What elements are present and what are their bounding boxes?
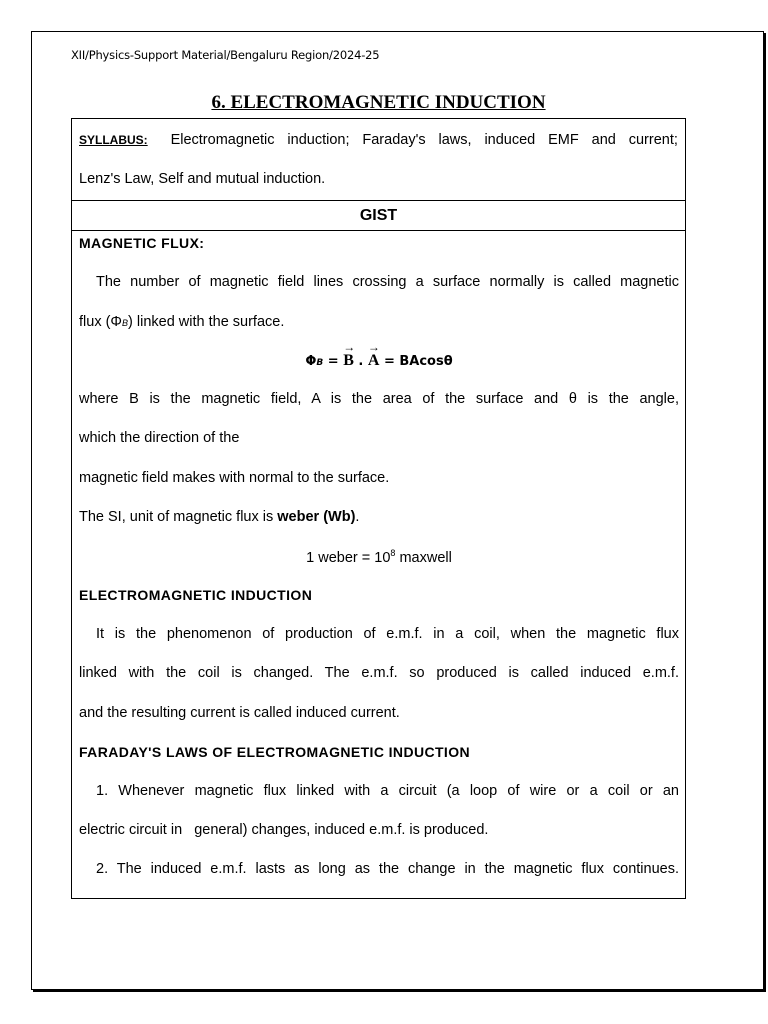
emi-line-1: It is the phenomenon of production of e.m.f. in a coil, when the magnetic flux	[96, 626, 679, 642]
faraday-law-2-line-1: 2. The induced e.m.f. lasts as long as the change in the magnetic flux continues.	[96, 861, 679, 877]
emi-line-2: linked with the coil is changed. The e.m.f. so produced is called induced e.m.f.	[79, 665, 679, 681]
flux-formula: ΦB = → B . → A = BAcosθ	[79, 352, 679, 370]
syllabus-word: Faraday's	[362, 132, 426, 148]
syllabus-word: Electromagnetic	[170, 132, 275, 148]
syllabus-label: SYLLABUS:	[79, 133, 148, 147]
vector-a: → A	[368, 352, 380, 370]
syllabus-line-2: Lenz's Law, Self and mutual induction.	[79, 171, 326, 187]
faraday-heading: FARADAY'S LAWS OF ELECTROMAGNETIC INDUCTION	[79, 744, 471, 760]
syllabus-word: induction;	[287, 132, 350, 148]
emi-heading: ELECTROMAGNETIC INDUCTION	[79, 587, 313, 603]
document-header: XII/Physics-Support Material/Bengaluru Region/2024-25	[71, 48, 380, 62]
si-unit-line: The SI, unit of magnetic flux is weber (Wb).	[79, 509, 360, 525]
syllabus-word: and	[591, 132, 616, 148]
where-line-1: where B is the magnetic field, A is the area of the surface and θ is the angle,	[79, 391, 679, 407]
flux-paragraph-line-2: flux (ΦB) linked with the surface.	[79, 314, 285, 330]
weber-conversion: 1 weber = $10^8$ maxwell	[306, 548, 452, 566]
where-line-2: which the direction of the	[79, 430, 240, 446]
syllabus-word: laws,	[438, 132, 472, 148]
faraday-law-1-line-2: electric circuit in general) changes, induced e.m.f. is produced.	[79, 822, 489, 838]
syllabus-word: induced	[484, 132, 536, 148]
gist-heading: GIST	[72, 201, 685, 231]
magnetic-flux-heading: MAGNETIC FLUX:	[79, 235, 205, 251]
faraday-law-1-line-1: 1. Whenever magnetic flux linked with a circuit (a loop of wire or a coil or an	[96, 783, 679, 799]
emi-line-3: and the resulting current is called induced current.	[79, 705, 400, 721]
vector-b: → B	[343, 352, 354, 370]
syllabus-line-1	[79, 129, 678, 151]
syllabus-word: current;	[628, 132, 678, 148]
syllabus-section	[72, 119, 685, 201]
chapter-title: 6. ELECTROMAGNETIC INDUCTION	[211, 92, 546, 113]
content-box	[71, 118, 686, 899]
where-line-3: magnetic field makes with normal to the surface.	[79, 470, 390, 486]
syllabus-word: EMF	[548, 132, 579, 148]
flux-paragraph-line-1: The number of magnetic field lines crossing a surface normally is called magnetic	[96, 274, 679, 290]
